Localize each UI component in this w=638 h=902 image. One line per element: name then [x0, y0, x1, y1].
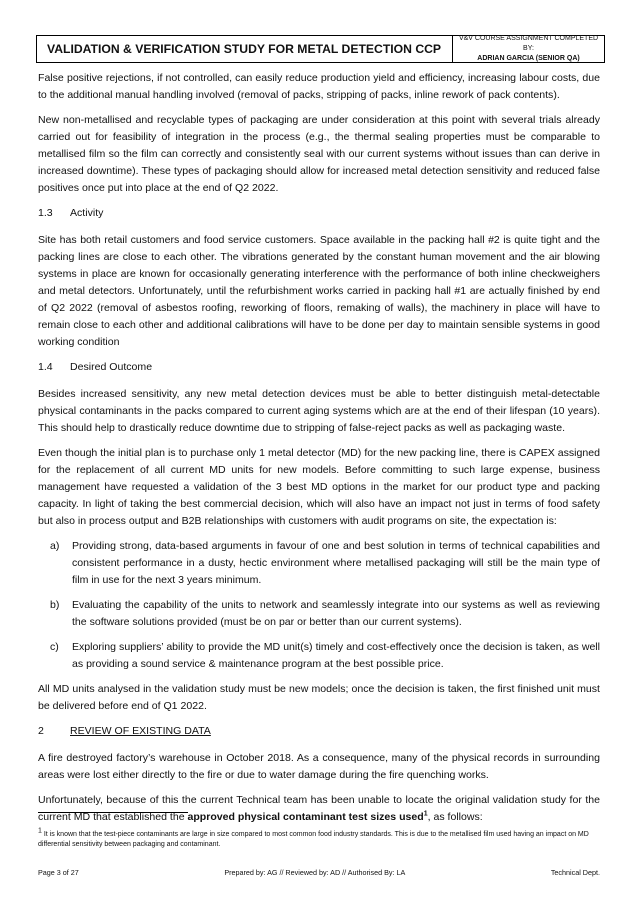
section-number: 1.3 [38, 207, 53, 219]
author-box [453, 36, 604, 62]
document-body [38, 70, 600, 834]
footnote-mark: 1 [38, 827, 42, 835]
approval-line: Prepared by: AG // Reviewed by: AD // Authorised By: LA [224, 868, 406, 877]
page-footer [38, 868, 600, 877]
section-heading-review [38, 723, 600, 740]
footnote [38, 827, 600, 850]
list-item [38, 597, 600, 631]
list-marker: c) [50, 641, 59, 653]
section-heading-activity [38, 205, 600, 222]
list-marker: b) [50, 599, 60, 611]
paragraph: A fire destroyed factory’s warehouse in October 2018. As a consequence, many of the physical records in surrounding areas were lost either directly to the fire or due to water damage during the fire quenching works. [38, 752, 600, 781]
paragraph: New non-metallised and recyclable types of packaging are under consideration at this point with several trials already carried out for feasibility of integration in the process (e.g., the thermal sealing properties must be comparable to metallised film so the film can correctly and consistently seal with our current systems without issues than can derive in increased downtime). These types of packaging should allow for increased metal detection sensitivity and reduced false positives once put into place at the end of Q2 2022. [38, 114, 600, 194]
paragraph-text: Unfortunately, because of this the current Technical team has been unable to locate the original validation study for the current MD that established the [38, 794, 600, 823]
bold-text: approved physical contaminant test sizes used [187, 811, 424, 823]
footnote-reference: 1 [423, 810, 428, 818]
document-title: VALIDATION & VERIFICATION STUDY FOR METAL DETECTION CCP [37, 36, 453, 62]
list-item [38, 538, 600, 589]
paragraph: Even though the initial plan is to purchase only 1 metal detector (MD) for the new packing line, there is CAPEX assigned for the replacement of all current MD units for new models. Before committing to such large expense, business management have requested a validation of the 3 best MD options in the market for our product type and packing capacity. In light of taking the best commercial decision, which will also have an impact not just in terms of food safety but also in process output and B2B relationships with customers with audit programs on site, the expectation is: [38, 447, 600, 527]
list-item-text: Exploring suppliers’ ability to provide the MD unit(s) timely and cost-effectively once the decision is taken, as well as providing a sound service & maintenance program at the best possible price. [72, 641, 600, 670]
author-box-label: V&V COURSE ASSIGNMENT COMPLETED BY: [458, 35, 599, 52]
section-heading-desired-outcome [38, 359, 600, 376]
page-number: Page 3 of 27 [38, 868, 79, 877]
list-item [38, 639, 600, 673]
section-title: Activity [70, 207, 104, 219]
section-number: 2 [38, 725, 44, 737]
expectation-list [38, 538, 600, 673]
page-header [36, 35, 605, 63]
list-marker: a) [50, 540, 60, 552]
list-item-text: Evaluating the capability of the units to network and seamlessly integrate into our systems as well as reviewing the software solutions provided (must be on par or better than our current systems). [72, 599, 600, 628]
footnote-text: It is known that the test-piece contaminants are large in size compared to most common food industry standards. This is due to the metallised film used having an impact on MD differential sensitivity between packaging and contaminant. [38, 831, 589, 848]
paragraph [38, 792, 600, 826]
author-name: ADRIAN GARCIA (SENIOR QA) [477, 55, 580, 62]
section-title: REVIEW OF EXISTING DATA [70, 725, 211, 737]
section-number: 1.4 [38, 361, 53, 373]
footnote-divider [38, 812, 188, 813]
paragraph: False positive rejections, if not controlled, can easily reduce production yield and efficiency, increasing labour costs, due to the additional manual handling involved (removal of packs, stripping of packs, inline rework of pack contents). [38, 72, 600, 101]
paragraph: All MD units analysed in the validation study must be new models; once the decision is taken, the first finished unit must be delivered before end of Q1 2022. [38, 683, 600, 712]
department: Technical Dept. [550, 868, 600, 877]
section-title: Desired Outcome [70, 361, 153, 373]
paragraph: Besides increased sensitivity, any new metal detection devices must be able to better distinguish metal-detectable physical contaminants in the packs compared to current aging systems which are at the end of their lifespan (10 years). This should help to drastically reduce downtime due to stripping of false-reject packs as well as packaging waste. [38, 388, 600, 434]
paragraph: Site has both retail customers and food service customers. Space available in the packing hall #2 is quite tight and the packing lines are close to each other. The vibrations generated by the constant human movement and the air blowing systems in place are known for occasionally generating interference with the performance of both inline checkweighers and metal detectors. Unfortunately, until the refurbishment works carried in packing hall #1 are actually finished by end of Q2 2022 (removal of asbestos roofing, reworking of floors, remaking of walls), the machinery in place will have to remain close to each other and additional calibrations will have to be done per day to maintain sensible systems in good working condition [38, 234, 600, 348]
list-item-text: Providing strong, data-based arguments in favour of one and best solution in terms of technical capabilities and consistent performance in a dusty, hectic environment where metallised packaging will still be the main type of film in use for the next 3 years minimum. [72, 540, 600, 586]
paragraph-text: , as follows: [427, 811, 483, 823]
